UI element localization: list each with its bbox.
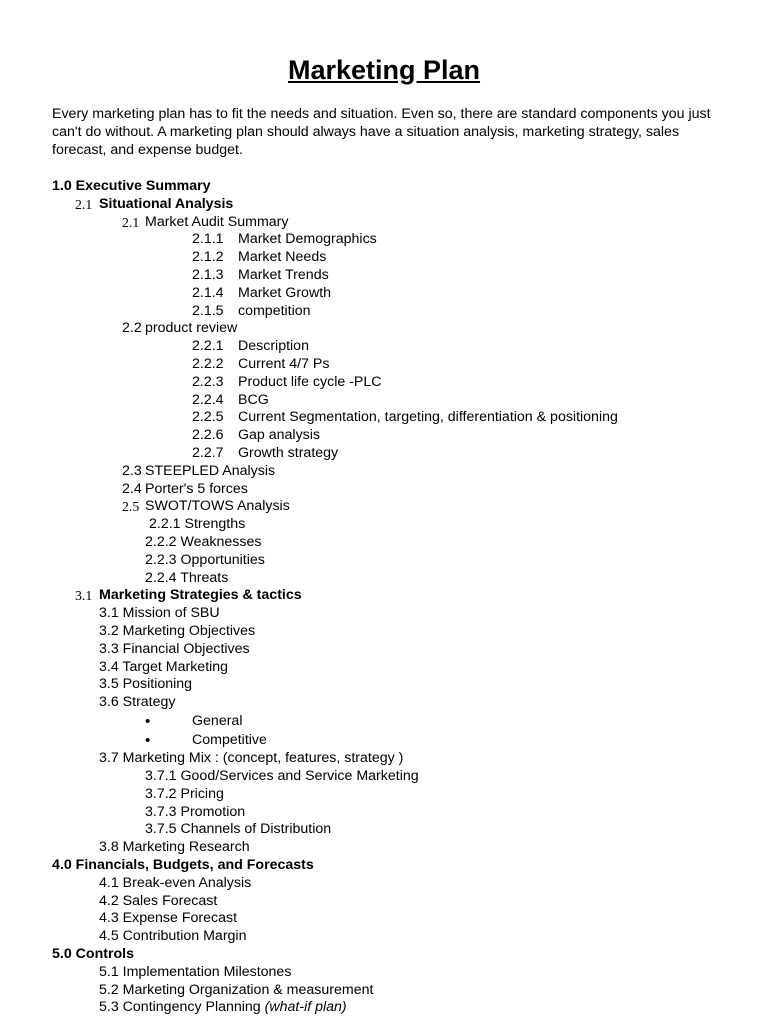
item-number: 2.2.5 bbox=[192, 409, 224, 426]
item-number: 2.2.3 bbox=[192, 373, 224, 390]
outline-item bbox=[0, 694, 768, 712]
item-text: 5.3 Contingency Planning bbox=[99, 999, 261, 1016]
outline-section bbox=[0, 178, 768, 196]
outline-item bbox=[0, 338, 768, 356]
item-label: 4.2 Sales Forecast bbox=[99, 892, 218, 909]
outline-item bbox=[0, 768, 768, 786]
item-label: 4.5 Contribution Margin bbox=[99, 928, 247, 945]
outline-item bbox=[0, 427, 768, 445]
outline-item bbox=[0, 552, 768, 570]
subsection-label: STEEPLED Analysis bbox=[145, 462, 276, 479]
item-label: 3.7 Marketing Mix : (concept, features, strategy ) bbox=[99, 750, 404, 767]
item-number: 2.2.4 bbox=[192, 391, 224, 408]
outline-item bbox=[0, 676, 768, 694]
outline-section bbox=[0, 946, 768, 964]
item-label bbox=[99, 999, 347, 1017]
item-number: 2.1.5 bbox=[192, 302, 224, 319]
item-number: 2.2.6 bbox=[192, 427, 224, 444]
outline-item bbox=[0, 605, 768, 623]
swot-item: 2.2.4 Threats bbox=[145, 569, 229, 586]
item-number: 2.1.2 bbox=[192, 249, 224, 266]
outline-subsection bbox=[0, 481, 768, 499]
item-label: 3.6 Strategy bbox=[99, 694, 176, 711]
outline-item bbox=[0, 910, 768, 928]
item-label: 5.2 Marketing Organization & measurement bbox=[99, 981, 374, 998]
section-heading: Marketing Strategies & tactics bbox=[99, 587, 302, 604]
item-note: (what-if plan) bbox=[264, 999, 347, 1016]
subsection-label: SWOT/TOWS Analysis bbox=[145, 498, 290, 515]
outline-item bbox=[0, 231, 768, 249]
item-label: Current Segmentation, targeting, differentiation & positioning bbox=[238, 409, 618, 426]
item-number: 2.2.1 bbox=[192, 338, 224, 355]
item-number: 2.1.4 bbox=[192, 284, 224, 301]
page-title: Marketing Plan bbox=[287, 55, 481, 85]
outline-item bbox=[0, 249, 768, 267]
outline-item bbox=[0, 303, 768, 321]
outline-section bbox=[0, 857, 768, 875]
item-label: 4.3 Expense Forecast bbox=[99, 910, 238, 927]
outline-item bbox=[0, 285, 768, 303]
outline-item bbox=[0, 356, 768, 374]
outline-item bbox=[0, 821, 768, 839]
outline-item bbox=[0, 445, 768, 463]
item-label: 5.1 Implementation Milestones bbox=[99, 963, 292, 980]
section-heading: 5.0 Controls bbox=[52, 946, 134, 963]
item-label: Product life cycle -PLC bbox=[238, 373, 382, 390]
outline-subsection bbox=[0, 214, 768, 232]
item-label: 3.8 Marketing Research bbox=[99, 839, 250, 856]
bullet-label: General bbox=[192, 712, 243, 729]
outline-item bbox=[0, 570, 768, 588]
outline-item bbox=[0, 893, 768, 911]
section-number: 2.1 bbox=[75, 196, 93, 212]
outline-item bbox=[0, 267, 768, 285]
outline-item bbox=[0, 641, 768, 659]
swot-item: 2.2.2 Weaknesses bbox=[145, 533, 262, 550]
outline-subsection bbox=[0, 498, 768, 516]
outline-item bbox=[0, 839, 768, 857]
outline-item bbox=[0, 928, 768, 946]
subsection-number: 2.4 bbox=[122, 480, 142, 497]
subsection-number: 2.1 bbox=[122, 214, 140, 230]
outline-section bbox=[0, 587, 768, 605]
item-label: 4.1 Break-even Analysis bbox=[99, 874, 252, 891]
mix-item: 3.7.1 Good/Services and Service Marketing bbox=[145, 768, 419, 785]
item-label: 3.2 Marketing Objectives bbox=[99, 622, 256, 639]
bullet-item bbox=[0, 731, 768, 750]
section-heading: 1.0 Executive Summary bbox=[52, 178, 211, 194]
item-label: 3.1 Mission of SBU bbox=[99, 605, 220, 622]
subsection-label: Porter's 5 forces bbox=[145, 480, 248, 497]
outline-item bbox=[0, 964, 768, 982]
intro-paragraph: Every marketing plan has to fit the needs and situation. Even so, there are standard components you just can't do without. A marketing plan should always have a situation analysis, marketing strategy, sales forecast, and expense budget. bbox=[52, 106, 711, 158]
item-number: 2.2.2 bbox=[192, 355, 224, 372]
bullet-icon: • bbox=[145, 732, 151, 750]
outline-item bbox=[0, 516, 768, 534]
item-number: 2.1.3 bbox=[192, 266, 224, 283]
subsection-number: 2.3 bbox=[122, 462, 142, 479]
section-heading: 4.0 Financials, Budgets, and Forecasts bbox=[52, 857, 314, 874]
outline-item bbox=[0, 786, 768, 804]
item-label: 3.5 Positioning bbox=[99, 676, 193, 693]
item-label: Description bbox=[238, 338, 309, 355]
subsection-label: Market Audit Summary bbox=[145, 213, 289, 230]
section-number: 3.1 bbox=[75, 588, 93, 604]
outline-subsection bbox=[0, 463, 768, 481]
swot-item: 2.2.3 Opportunities bbox=[145, 551, 265, 568]
mix-item: 3.7.2 Pricing bbox=[145, 785, 224, 802]
section-heading: Situational Analysis bbox=[99, 195, 234, 212]
item-label: Market Growth bbox=[238, 284, 332, 301]
outline-item bbox=[0, 999, 768, 1017]
item-label: 3.3 Financial Objectives bbox=[99, 640, 250, 657]
outline-item bbox=[0, 875, 768, 893]
item-label: Gap analysis bbox=[238, 427, 321, 444]
item-label: competition bbox=[238, 302, 311, 319]
mix-item: 3.7.3 Promotion bbox=[145, 803, 246, 820]
outline-subsection bbox=[0, 320, 768, 338]
bullet-item bbox=[0, 712, 768, 731]
item-label: Market Needs bbox=[238, 249, 327, 266]
bullet-icon: • bbox=[145, 712, 151, 730]
item-label: Market Trends bbox=[238, 266, 329, 283]
item-label: Market Demographics bbox=[238, 231, 377, 248]
outline-item bbox=[0, 392, 768, 410]
outline bbox=[0, 178, 768, 1017]
subsection-number: 2.5 bbox=[122, 499, 140, 515]
outline-section bbox=[0, 196, 768, 214]
item-label: Growth strategy bbox=[238, 444, 339, 461]
item-label: BCG bbox=[238, 391, 269, 408]
outline-item bbox=[0, 804, 768, 822]
subsection-number: 2.2 bbox=[122, 320, 142, 337]
outline-item bbox=[0, 409, 768, 427]
outline-item bbox=[0, 534, 768, 552]
outline-item bbox=[0, 623, 768, 641]
subsection-label: product review bbox=[145, 320, 238, 337]
outline-item bbox=[0, 374, 768, 392]
bullet-label: Competitive bbox=[192, 732, 267, 749]
outline-item bbox=[0, 750, 768, 768]
swot-item: 2.2.1 Strengths bbox=[149, 516, 246, 533]
mix-item: 3.7.5 Channels of Distribution bbox=[145, 821, 332, 838]
outline-item bbox=[0, 982, 768, 1000]
item-label: Current 4/7 Ps bbox=[238, 355, 330, 372]
item-number: 2.2.7 bbox=[192, 444, 224, 461]
outline-item bbox=[0, 659, 768, 677]
item-number: 2.1.1 bbox=[192, 231, 224, 248]
item-label: 3.4 Target Marketing bbox=[99, 658, 229, 675]
